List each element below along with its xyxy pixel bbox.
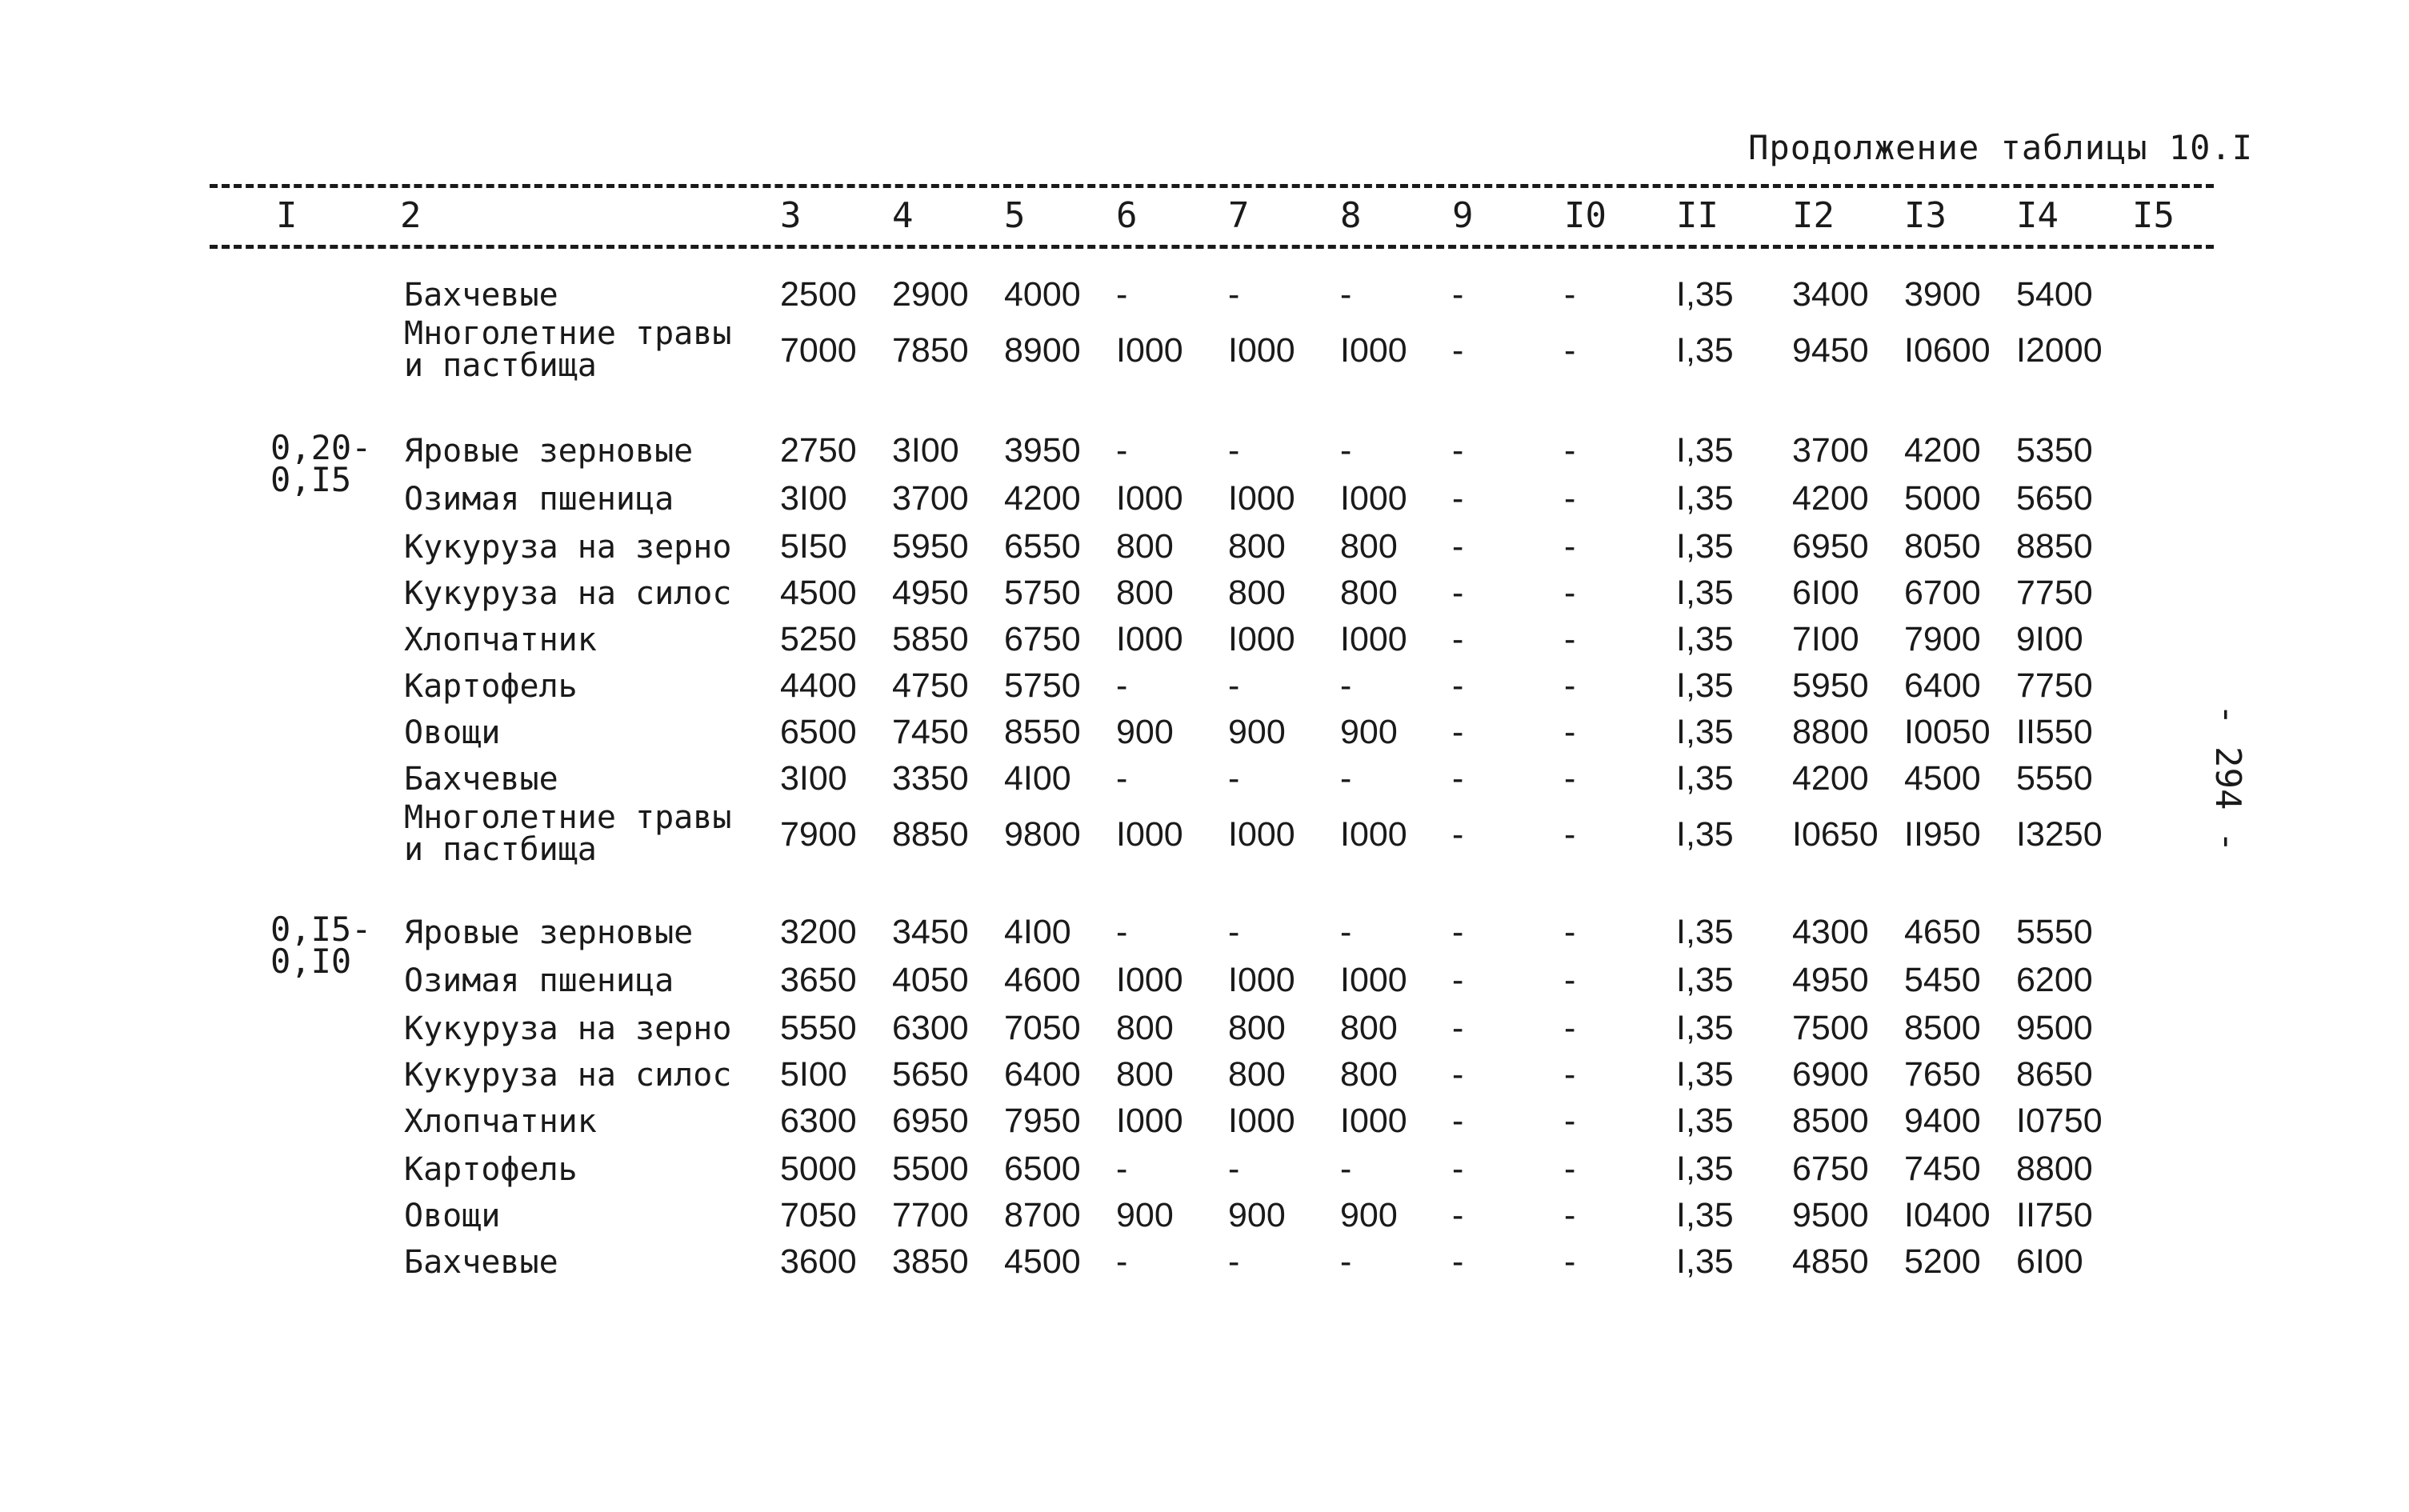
column-number: 5 <box>1004 195 1026 236</box>
table-cell: 6500 <box>780 713 857 751</box>
table-cell: 3950 <box>1004 431 1081 470</box>
table-cell: 3200 <box>780 913 857 951</box>
table-cell: 8050 <box>1904 527 1981 566</box>
table-cell: 2750 <box>780 431 857 470</box>
page-number: - 294 - <box>2207 704 2248 853</box>
table-cell: 3I00 <box>780 759 847 798</box>
table-cell: - <box>1564 1009 1576 1047</box>
table-cell: I000 <box>1228 331 1295 370</box>
table-cell: 4600 <box>1004 961 1081 999</box>
column-number: 3 <box>780 195 802 236</box>
table-cell: 4200 <box>1904 431 1981 470</box>
row-name: Озимая пшеница <box>404 962 674 999</box>
row-name: Хлопчатник <box>404 1103 597 1140</box>
table-cell: - <box>1564 527 1576 566</box>
table-cell: 4500 <box>1904 759 1981 798</box>
row-name: Овощи <box>404 714 501 751</box>
table-cell: - <box>1228 666 1240 705</box>
table-cell: 900 <box>1228 1196 1286 1234</box>
table-cell: - <box>1116 275 1128 314</box>
table-cell: I,35 <box>1676 815 1734 854</box>
table-cell: 5550 <box>2016 759 2093 798</box>
table-cell: 4200 <box>1792 479 1869 518</box>
group-label: 0,I5- 0,I0 <box>270 910 372 981</box>
column-number: I2 <box>1792 195 1835 236</box>
table-cell: 800 <box>1228 574 1286 612</box>
table-cell: I,35 <box>1676 1009 1734 1047</box>
table-cell: 4200 <box>1792 759 1869 798</box>
table-cell: 3I00 <box>892 431 959 470</box>
table-cell: - <box>1452 815 1464 854</box>
table-cell: - <box>1564 961 1576 999</box>
table-cell: 9500 <box>1792 1196 1869 1234</box>
table-cell: 800 <box>1340 527 1398 566</box>
table-cell: 3600 <box>780 1242 857 1281</box>
table-cell: II950 <box>1904 815 1981 854</box>
table-cell: I,35 <box>1676 275 1734 314</box>
column-number: 7 <box>1228 195 1250 236</box>
table-cell: - <box>1564 713 1576 751</box>
table-cell: 7000 <box>780 331 857 370</box>
table-cell: I0650 <box>1792 815 1879 854</box>
table-cell: 6I00 <box>2016 1242 2083 1281</box>
table-cell: 3700 <box>1792 431 1869 470</box>
table-cell: 2500 <box>780 275 857 314</box>
table-cell: 900 <box>1116 713 1174 751</box>
table-cell: 6900 <box>1792 1055 1869 1094</box>
row-name: Картофель <box>404 668 578 705</box>
column-number: I <box>276 195 298 236</box>
table-cell: - <box>1340 275 1352 314</box>
table-cell: I,35 <box>1676 620 1734 658</box>
table-cell: 7450 <box>1904 1150 1981 1188</box>
header-rule-top <box>210 184 2214 188</box>
table-cell: 6750 <box>1792 1150 1869 1188</box>
table-cell: 6700 <box>1904 574 1981 612</box>
column-number: 2 <box>400 195 422 236</box>
table-cell: - <box>1564 1242 1576 1281</box>
table-cell: 5550 <box>780 1009 857 1047</box>
table-cell: 800 <box>1116 574 1174 612</box>
table-cell: 6500 <box>1004 1150 1081 1188</box>
table-cell: I000 <box>1228 1102 1295 1140</box>
table-cell: - <box>1452 275 1464 314</box>
row-name: Бахчевые <box>404 761 558 798</box>
table-cell: - <box>1452 666 1464 705</box>
table-cell: 8850 <box>892 815 969 854</box>
table-cell: I,35 <box>1676 574 1734 612</box>
row-name: Кукуруза на зерно <box>404 529 732 566</box>
table-cell: 800 <box>1340 574 1398 612</box>
row-name: Кукуруза на зерно <box>404 1010 732 1047</box>
table-cell: I,35 <box>1676 1196 1734 1234</box>
table-cell: 3700 <box>892 479 969 518</box>
table-cell: 5450 <box>1904 961 1981 999</box>
table-cell: - <box>1452 1102 1464 1140</box>
table-cell: I000 <box>1116 815 1183 854</box>
table-cell: 7050 <box>1004 1009 1081 1047</box>
table-cell: 7850 <box>892 331 969 370</box>
table-cell: 6300 <box>780 1102 857 1140</box>
table-cell: 4050 <box>892 961 969 999</box>
table-cell: 8500 <box>1904 1009 1981 1047</box>
table-cell: 8700 <box>1004 1196 1081 1234</box>
table-cell: - <box>1564 913 1576 951</box>
table-cell: - <box>1564 1055 1576 1094</box>
table-cell: 7450 <box>892 713 969 751</box>
table-cell: - <box>1116 666 1128 705</box>
table-cell: 800 <box>1228 527 1286 566</box>
column-number: 4 <box>892 195 914 236</box>
table-cell: 7900 <box>780 815 857 854</box>
table-cell: 8500 <box>1792 1102 1869 1140</box>
row-name: Хлопчатник <box>404 622 597 658</box>
table-cell: 4300 <box>1792 913 1869 951</box>
table-cell: 5250 <box>780 620 857 658</box>
table-cell: 3400 <box>1792 275 1869 314</box>
table-cell: I000 <box>1340 815 1407 854</box>
table-cell: 8550 <box>1004 713 1081 751</box>
table-cell: I000 <box>1340 479 1407 518</box>
table-cell: 3900 <box>1904 275 1981 314</box>
table-cell: 5550 <box>2016 913 2093 951</box>
table-cell: - <box>1452 961 1464 999</box>
row-name: Многолетние травы и пастбища <box>404 799 732 868</box>
table-cell: 8900 <box>1004 331 1081 370</box>
table-cell: 5200 <box>1904 1242 1981 1281</box>
table-cell: - <box>1116 913 1128 951</box>
row-name: Яровые зерновые <box>404 914 694 951</box>
column-number: 8 <box>1340 195 1362 236</box>
row-name: Яровые зерновые <box>404 433 694 470</box>
column-number: 6 <box>1116 195 1138 236</box>
table-cell: 5650 <box>2016 479 2093 518</box>
group-label: 0,20- 0,I5 <box>270 428 372 499</box>
table-cell: 800 <box>1340 1055 1398 1094</box>
table-cell: 6200 <box>2016 961 2093 999</box>
table-cell: 5000 <box>780 1150 857 1188</box>
table-cell: 3350 <box>892 759 969 798</box>
table-cell: 6950 <box>1792 527 1869 566</box>
table-cell: I000 <box>1340 1102 1407 1140</box>
table-cell: 6750 <box>1004 620 1081 658</box>
table-cell: 900 <box>1340 713 1398 751</box>
table-cell: 800 <box>1228 1055 1286 1094</box>
table-cell: 900 <box>1228 713 1286 751</box>
table-cell: - <box>1452 620 1464 658</box>
table-cell: 8800 <box>1792 713 1869 751</box>
table-cell: 4I00 <box>1004 759 1071 798</box>
table-cell: I0050 <box>1904 713 1991 751</box>
table-cell: - <box>1564 431 1576 470</box>
table-cell: 800 <box>1116 527 1174 566</box>
table-cell: I,35 <box>1676 1055 1734 1094</box>
table-cell: - <box>1564 620 1576 658</box>
table-cell: I2000 <box>2016 331 2103 370</box>
table-cell: 7500 <box>1792 1009 1869 1047</box>
table-cell: I,35 <box>1676 331 1734 370</box>
table-cell: 5850 <box>892 620 969 658</box>
table-cell: 6I00 <box>1792 574 1859 612</box>
table-cell: - <box>1452 1150 1464 1188</box>
table-cell: 8850 <box>2016 527 2093 566</box>
header-rule-bottom <box>210 245 2214 249</box>
row-name: Бахчевые <box>404 1244 558 1281</box>
table-cell: II550 <box>2016 713 2093 751</box>
table-cell: - <box>1228 913 1240 951</box>
table-cell: I000 <box>1340 961 1407 999</box>
table-cell: 800 <box>1228 1009 1286 1047</box>
table-cell: I,35 <box>1676 1242 1734 1281</box>
table-cell: 7950 <box>1004 1102 1081 1140</box>
table-cell: I000 <box>1228 620 1295 658</box>
table-cell: 800 <box>1340 1009 1398 1047</box>
table-cell: I0400 <box>1904 1196 1991 1234</box>
table-cell: 7I00 <box>1792 620 1859 658</box>
table-cell: 4500 <box>1004 1242 1081 1281</box>
table-cell: - <box>1564 574 1576 612</box>
table-cell: - <box>1564 666 1576 705</box>
table-cell: - <box>1452 1242 1464 1281</box>
table-cell: II750 <box>2016 1196 2093 1234</box>
table-cell: 4200 <box>1004 479 1081 518</box>
table-cell: I,35 <box>1676 1150 1734 1188</box>
table-cell: I000 <box>1228 815 1295 854</box>
table-caption: Продолжение таблицы 10.I <box>1748 128 2253 167</box>
table-cell: 5500 <box>892 1150 969 1188</box>
table-cell: 5750 <box>1004 666 1081 705</box>
table-cell: 4500 <box>780 574 857 612</box>
table-cell: - <box>1564 1102 1576 1140</box>
table-cell: - <box>1564 479 1576 518</box>
table-cell: I000 <box>1340 331 1407 370</box>
table-cell: 5I00 <box>780 1055 847 1094</box>
table-cell: I,35 <box>1676 666 1734 705</box>
column-number: I4 <box>2016 195 2059 236</box>
table-cell: I,35 <box>1676 527 1734 566</box>
table-cell: - <box>1116 759 1128 798</box>
table-cell: - <box>1564 1196 1576 1234</box>
table-cell: I000 <box>1116 479 1183 518</box>
table-cell: - <box>1452 713 1464 751</box>
row-name: Кукуруза на силос <box>404 1057 732 1094</box>
table-cell: I0600 <box>1904 331 1991 370</box>
table-cell: 8800 <box>2016 1150 2093 1188</box>
table-cell: - <box>1116 1242 1128 1281</box>
table-cell: 3I00 <box>780 479 847 518</box>
table-cell: 9450 <box>1792 331 1869 370</box>
table-cell: - <box>1564 1150 1576 1188</box>
table-cell: 3650 <box>780 961 857 999</box>
table-cell: 3450 <box>892 913 969 951</box>
table-cell: - <box>1452 1055 1464 1094</box>
table-cell: 5750 <box>1004 574 1081 612</box>
table-cell: - <box>1564 275 1576 314</box>
table-cell: 900 <box>1116 1196 1174 1234</box>
row-name: Кукуруза на силос <box>404 575 732 612</box>
table-cell: - <box>1452 479 1464 518</box>
column-number: II <box>1676 195 1719 236</box>
table-cell: - <box>1228 431 1240 470</box>
table-cell: I000 <box>1116 331 1183 370</box>
table-cell: 9500 <box>2016 1009 2093 1047</box>
table-cell: 4650 <box>1904 913 1981 951</box>
table-cell: I,35 <box>1676 913 1734 951</box>
table-cell: - <box>1452 431 1464 470</box>
table-cell: 7750 <box>2016 574 2093 612</box>
table-cell: I000 <box>1228 479 1295 518</box>
table-cell: 800 <box>1116 1055 1174 1094</box>
table-cell: 5350 <box>2016 431 2093 470</box>
table-cell: 4I00 <box>1004 913 1071 951</box>
table-cell: 4850 <box>1792 1242 1869 1281</box>
column-number: I0 <box>1564 195 1607 236</box>
table-cell: - <box>1116 431 1128 470</box>
table-cell: 4750 <box>892 666 969 705</box>
table-cell: - <box>1452 527 1464 566</box>
table-cell: 6300 <box>892 1009 969 1047</box>
table-cell: - <box>1340 1242 1352 1281</box>
table-cell: 4400 <box>780 666 857 705</box>
table-cell: 7700 <box>892 1196 969 1234</box>
table-cell: 5950 <box>892 527 969 566</box>
table-cell: - <box>1452 1009 1464 1047</box>
column-number: I5 <box>2132 195 2175 236</box>
table-cell: - <box>1564 759 1576 798</box>
table-cell: 7900 <box>1904 620 1981 658</box>
table-cell: - <box>1452 331 1464 370</box>
table-cell: 6950 <box>892 1102 969 1140</box>
table-cell: - <box>1452 759 1464 798</box>
table-cell: - <box>1452 574 1464 612</box>
table-cell: - <box>1564 815 1576 854</box>
table-cell: - <box>1452 913 1464 951</box>
table-cell: - <box>1340 913 1352 951</box>
table-cell: - <box>1340 666 1352 705</box>
table-cell: I,35 <box>1676 431 1734 470</box>
table-cell: 7050 <box>780 1196 857 1234</box>
table-cell: I,35 <box>1676 961 1734 999</box>
table-cell: - <box>1340 431 1352 470</box>
table-cell: I,35 <box>1676 713 1734 751</box>
table-cell: I,35 <box>1676 759 1734 798</box>
table-cell: 6400 <box>1004 1055 1081 1094</box>
table-cell: 9400 <box>1904 1102 1981 1140</box>
table-cell: I000 <box>1340 620 1407 658</box>
table-cell: - <box>1228 759 1240 798</box>
column-number: 9 <box>1452 195 1474 236</box>
table-cell: - <box>1228 275 1240 314</box>
table-cell: 5I50 <box>780 527 847 566</box>
column-number: I3 <box>1904 195 1947 236</box>
table-cell: 5650 <box>892 1055 969 1094</box>
table-cell: I000 <box>1116 961 1183 999</box>
table-cell: I0750 <box>2016 1102 2103 1140</box>
row-name: Озимая пшеница <box>404 481 674 518</box>
table-cell: 7650 <box>1904 1055 1981 1094</box>
table-cell: 5950 <box>1792 666 1869 705</box>
table-cell: 800 <box>1116 1009 1174 1047</box>
table-cell: I000 <box>1116 1102 1183 1140</box>
table-cell: - <box>1340 1150 1352 1188</box>
table-cell: - <box>1228 1242 1240 1281</box>
table-cell: 4000 <box>1004 275 1081 314</box>
table-cell: - <box>1340 759 1352 798</box>
table-cell: 5000 <box>1904 479 1981 518</box>
row-name: Бахчевые <box>404 277 558 314</box>
table-cell: 9800 <box>1004 815 1081 854</box>
table-cell: I,35 <box>1676 1102 1734 1140</box>
table-cell: I,35 <box>1676 479 1734 518</box>
table-cell: - <box>1116 1150 1128 1188</box>
table-cell: 4950 <box>892 574 969 612</box>
table-cell: 4950 <box>1792 961 1869 999</box>
table-cell: I3250 <box>2016 815 2103 854</box>
row-name: Овощи <box>404 1198 501 1234</box>
table-cell: - <box>1452 1196 1464 1234</box>
table-cell: 8650 <box>2016 1055 2093 1094</box>
row-name: Картофель <box>404 1151 578 1188</box>
table-cell: 5400 <box>2016 275 2093 314</box>
table-cell: - <box>1564 331 1576 370</box>
table-cell: 3850 <box>892 1242 969 1281</box>
table-cell: 2900 <box>892 275 969 314</box>
row-name: Многолетние травы и пастбища <box>404 315 732 384</box>
table-cell: I000 <box>1228 961 1295 999</box>
table-cell: 9I00 <box>2016 620 2083 658</box>
table-cell: 900 <box>1340 1196 1398 1234</box>
table-cell: 7750 <box>2016 666 2093 705</box>
table-cell: I000 <box>1116 620 1183 658</box>
table-cell: 6550 <box>1004 527 1081 566</box>
table-cell: 6400 <box>1904 666 1981 705</box>
table-cell: - <box>1228 1150 1240 1188</box>
